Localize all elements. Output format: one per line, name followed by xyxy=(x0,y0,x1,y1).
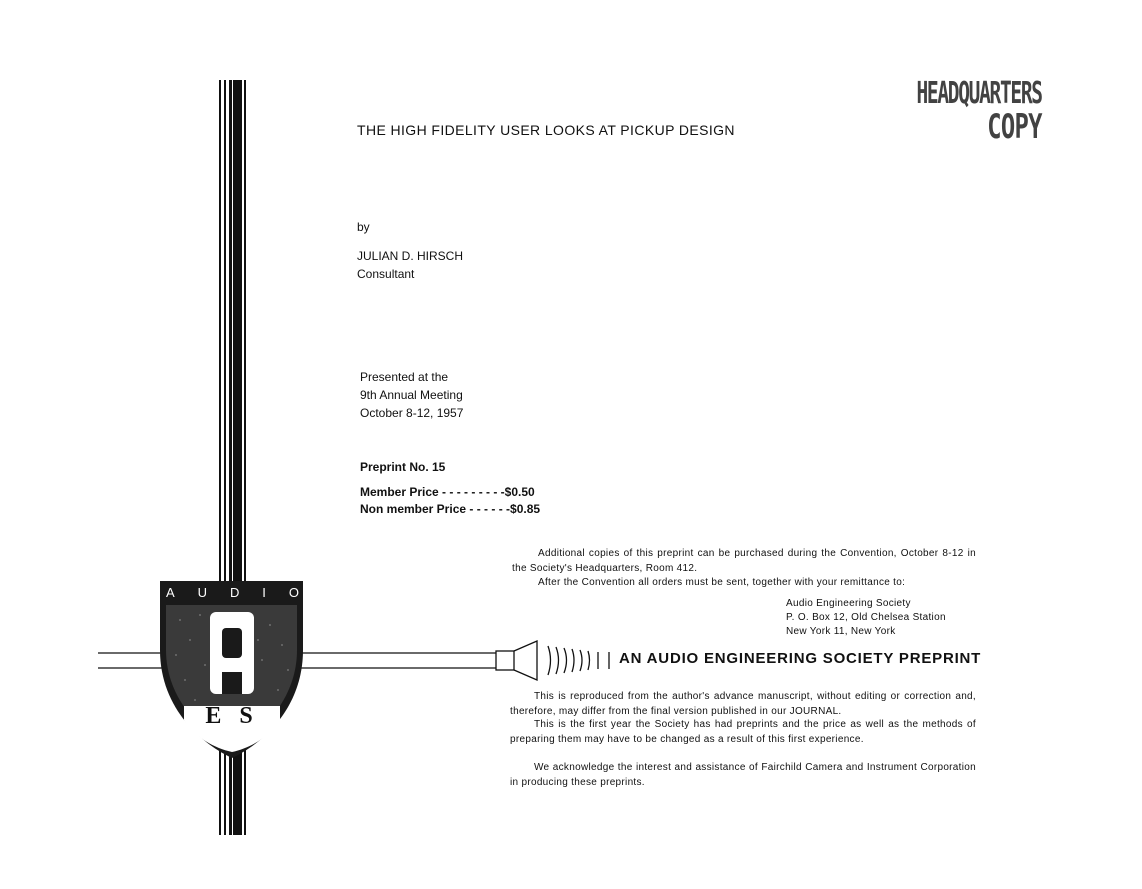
presented-line-1: Presented at the xyxy=(360,370,449,384)
author-role: Consultant xyxy=(357,267,415,281)
presented-line-2: 9th Annual Meeting xyxy=(360,388,463,402)
byline-by: by xyxy=(357,220,370,234)
paper-title: THE HIGH FIDELITY USER LOOKS AT PICKUP DESIGN xyxy=(357,122,735,138)
logo-letter: A xyxy=(166,585,176,600)
logo-letter: I xyxy=(262,585,267,600)
presented-line-3: October 8-12, 1957 xyxy=(360,406,464,420)
nonmember-price: Non member Price - - - - - -$0.85 xyxy=(360,502,541,516)
address-line-2: P. O. Box 12, Old Chelsea Station xyxy=(786,612,946,623)
ordering-para-1: Additional copies of this preprint can be purchased during the Convention, October 8-12 in the Society's Headquarters, Room 412. xyxy=(512,548,976,574)
address-line-1: Audio Engineering Society xyxy=(786,598,911,609)
note-para-2: This is the first year the Society has had preprints and the price as well as the methods of preparing them may have to be changed as a result of this first experience. xyxy=(510,719,976,745)
logo-bottom-letters: E S xyxy=(205,703,259,729)
ordering-para-2: After the Convention all orders must be sent, together with your remittance to: xyxy=(538,577,906,588)
note-para-3: We acknowledge the interest and assistance of Fairchild Camera and Instrument Corporation in producing these preprints. xyxy=(510,762,976,788)
speaker-horn-icon xyxy=(496,641,609,680)
logo-letter: U xyxy=(197,585,208,600)
logo-letter: O xyxy=(288,585,300,600)
preprint-banner: AN AUDIO ENGINEERING SOCIETY PREPRINT xyxy=(619,650,982,667)
preprint-number: Preprint No. 15 xyxy=(360,460,446,474)
address-line-3: New York 11, New York xyxy=(786,626,896,637)
author-name: JULIAN D. HIRSCH xyxy=(357,249,464,263)
shield xyxy=(160,581,303,758)
member-price: Member Price - - - - - - - - -$0.50 xyxy=(360,485,535,499)
headquarters-copy-stamp xyxy=(849,76,1042,147)
logo-top-letters xyxy=(166,585,300,600)
logo-letter: D xyxy=(229,585,241,600)
stamp-line-1: HEADQUARTERS xyxy=(916,76,1042,111)
note-para-1: This is reproduced from the author's advance manuscript, without editing or correction and, therefore, may differ from the final version published in our JOURNAL. xyxy=(510,691,976,717)
stamp-line-2: COPY xyxy=(987,107,1042,147)
